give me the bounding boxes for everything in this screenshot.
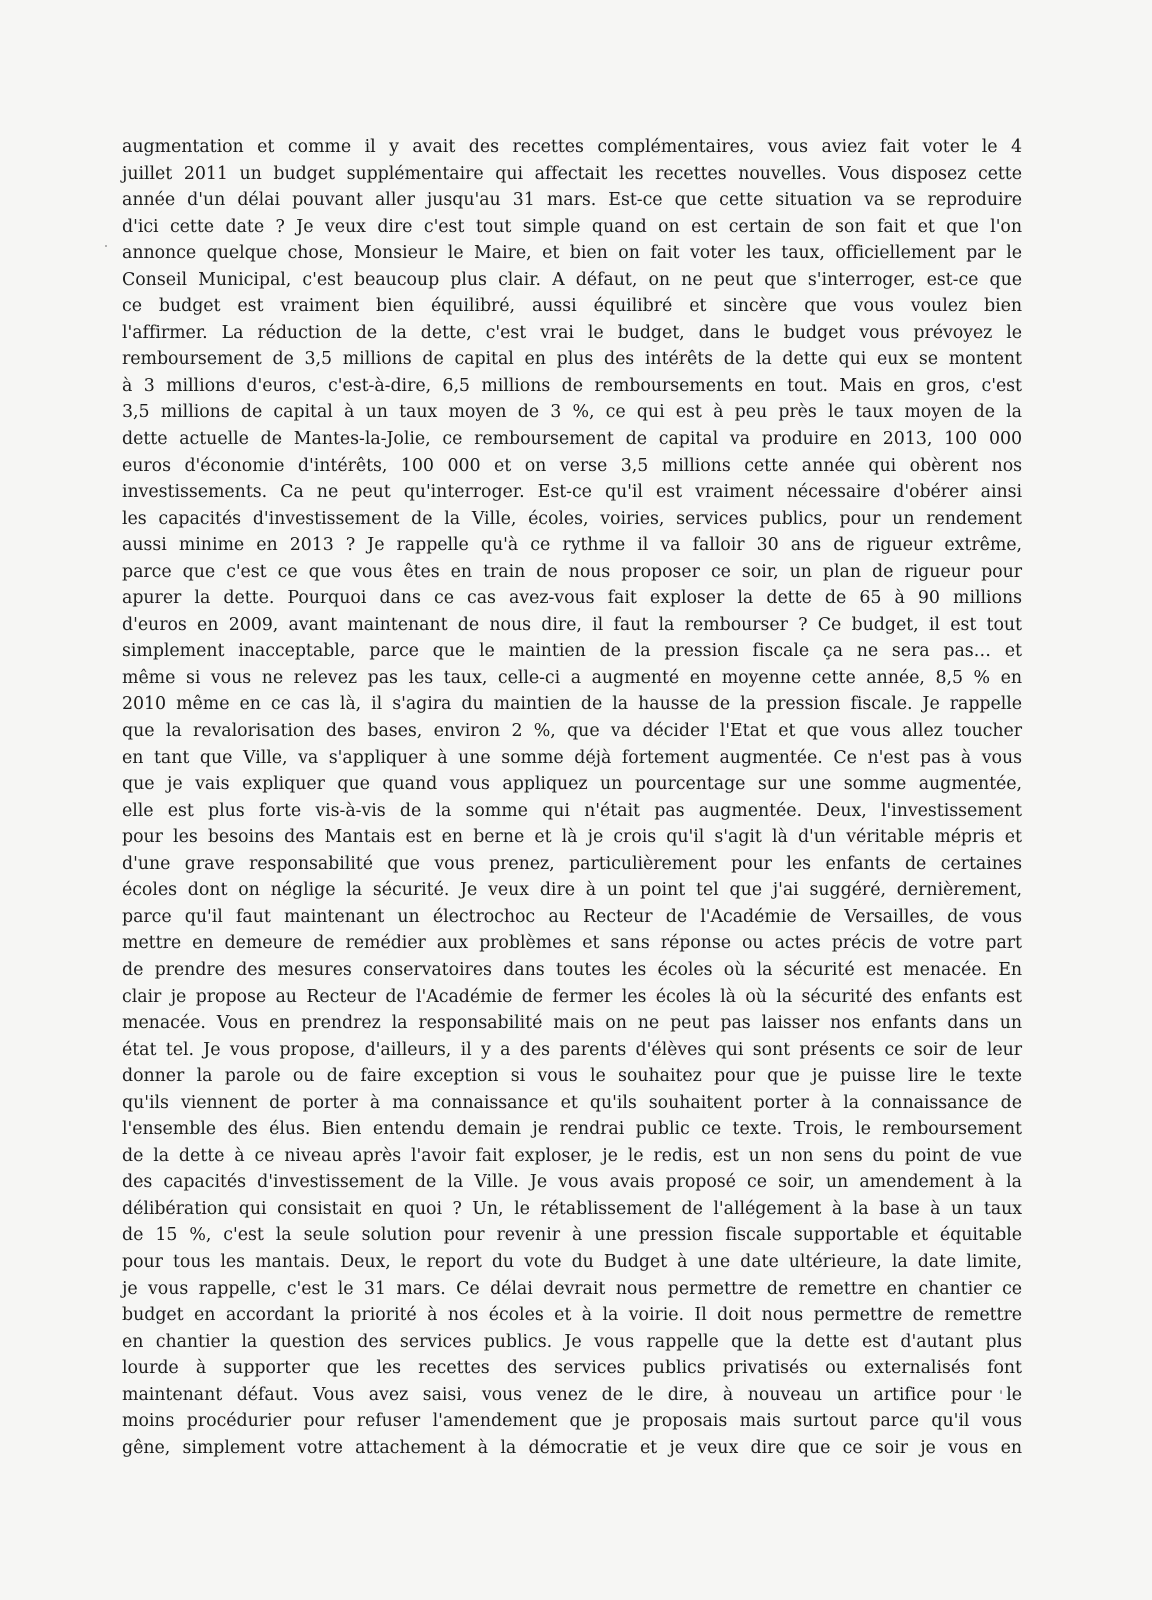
- text-line: qu'ils viennent de porter à ma connaissance et qu'ils souhaitent porter à la connaissance de: [122, 1092, 1022, 1113]
- text-line: augmentation et comme il y avait des recettes complémentaires, vous aviez fait voter le 4: [122, 137, 1022, 157]
- text-line: annonce quelque chose, Monsieur le Maire, et bien on fait voter les taux, officiellement par le: [122, 243, 1022, 264]
- text-line: pour les besoins des Mantais est en berne et là je crois qu'il s'agit là d'un véritable mépris et: [122, 827, 1022, 848]
- text-line: budget en accordant la priorité à nos écoles et à la voirie. Il doit nous permettre de remettre: [122, 1305, 1022, 1326]
- text-line: apurer la dette. Pourquoi dans ce cas avez-vous fait exploser la dette de 65 à 90 millions: [122, 588, 1022, 609]
- text-line: donner la parole ou de faire exception si vous le souhaitez pour que je puisse lire le texte: [122, 1066, 1022, 1087]
- text-line: état tel. Je vous propose, d'ailleurs, il y a des parents d'élèves qui sont présents ce soir de leur: [122, 1039, 1022, 1060]
- text-line: parce que c'est ce que vous êtes en train de nous proposer ce soir, un plan de rigueur pour: [122, 561, 1022, 582]
- text-line: menacée. Vous en prendrez la responsabilité mais on ne peut pas laisser nos enfants dans un: [122, 1013, 1022, 1034]
- text-line: de prendre des mesures conservatoires dans toutes les écoles où la sécurité est menacée. En: [122, 959, 1022, 980]
- text-line: ce budget est vraiment bien équilibré, aussi équilibré et sincère que vous voulez bien: [122, 296, 1022, 317]
- text-line: je vous rappelle, c'est le 31 mars. Ce délai devrait nous permettre de remettre en chantier ce: [122, 1278, 1022, 1299]
- text-line: Conseil Municipal, c'est beaucoup plus clair. A défaut, on ne peut que s'interroger, est-ce que: [122, 269, 1022, 290]
- text-line: année d'un délai pouvant aller jusqu'au 31 mars. Est-ce que cette situation va se reproduire: [122, 190, 1022, 211]
- text-line: délibération qui consistait en quoi ? Un, le rétablissement de l'allégement à la base à un taux: [122, 1198, 1022, 1219]
- body-text: [122, 134, 1022, 1461]
- text-line: des capacités d'investissement de la Ville. Je vous avais proposé ce soir, un amendement à la: [122, 1172, 1022, 1193]
- text-line: 3,5 millions de capital à un taux moyen de 3 %, ce qui est à peu près le taux moyen de la: [122, 402, 1022, 423]
- text-line: elle est plus forte vis-à-vis de la somme qui n'était pas augmentée. Deux, l'investissement: [122, 800, 1022, 821]
- text-line: euros d'économie d'intérêts, 100 000 et on verse 3,5 millions cette année qui obèrent nos: [122, 455, 1022, 476]
- text-line: maintenant défaut. Vous avez saisi, vous venez de le dire, à nouveau un artifice pour le: [122, 1384, 1022, 1405]
- text-line: même si vous ne relevez pas les taux, celle-ci a augmenté en moyenne cette année, 8,5 % en: [122, 667, 1022, 688]
- text-line: parce qu'il faut maintenant un électrochoc au Recteur de l'Académie de Versailles, de vous: [122, 906, 1022, 927]
- text-line: lourde à supporter que les recettes des services publics privatisés ou externalisés font: [122, 1358, 1022, 1379]
- text-line: l'affirmer. La réduction de la dette, c'est vrai le budget, dans le budget vous prévoyez le: [122, 322, 1022, 343]
- text-line: 2010 même en ce cas là, il s'agira du maintien de la hausse de la pression fiscale. Je rappelle: [122, 694, 1022, 715]
- text-line: de 15 %, c'est la seule solution pour revenir à une pression fiscale supportable et équitable: [122, 1225, 1022, 1246]
- text-line: l'ensemble des élus. Bien entendu demain je rendrai public ce texte. Trois, le remboursement: [122, 1119, 1022, 1140]
- text-line: en tant que Ville, va s'appliquer à une somme déjà fortement augmentée. Ce n'est pas à vous: [122, 747, 1022, 768]
- text-line: aussi minime en 2013 ? Je rappelle qu'à ce rythme il va falloir 30 ans de rigueur extrême,: [122, 535, 1022, 556]
- scan-speck: [105, 245, 107, 247]
- text-line: gêne, simplement votre attachement à la démocratie et je veux dire que ce soir je vous en: [122, 1437, 1022, 1458]
- text-line: juillet 2011 un budget supplémentaire qui affectait les recettes nouvelles. Vous disposez cette: [122, 163, 1022, 184]
- text-line: moins procédurier pour refuser l'amendement que je proposais mais surtout parce qu'il vous: [122, 1411, 1022, 1432]
- text-line: écoles dont on néglige la sécurité. Je veux dire à un point tel que j'ai suggéré, dernièrement,: [122, 880, 1022, 901]
- text-line: simplement inacceptable, parce que le maintien de la pression fiscale ça ne sera pas… et: [122, 641, 1022, 662]
- text-line: que je vais expliquer que quand vous appliquez un pourcentage sur une somme augmentée,: [122, 774, 1022, 795]
- text-line: les capacités d'investissement de la Ville, écoles, voiries, services publics, pour un rendement: [122, 508, 1022, 529]
- text-line: que la revalorisation des bases, environ 2 %, que va décider l'Etat et que vous allez toucher: [122, 721, 1022, 742]
- text-line: remboursement de 3,5 millions de capital en plus des intérêts de la dette qui eux se montent: [122, 349, 1022, 370]
- text-line: d'une grave responsabilité que vous prenez, particulièrement pour les enfants de certaines: [122, 853, 1022, 874]
- text-line: investissements. Ca ne peut qu'interroger. Est-ce qu'il est vraiment nécessaire d'obérer ainsi: [122, 482, 1022, 503]
- text-line: dette actuelle de Mantes-la-Jolie, ce remboursement de capital va produire en 2013, 100 000: [122, 429, 1022, 450]
- text-line: clair je propose au Recteur de l'Académie de fermer les écoles là où la sécurité des enfants est: [122, 986, 1022, 1007]
- text-line: pour tous les mantais. Deux, le report du vote du Budget à une date ultérieure, la date limite,: [122, 1251, 1022, 1272]
- text-line: de la dette à ce niveau après l'avoir fait exploser, je le redis, est un non sens du point de vue: [122, 1145, 1022, 1166]
- text-line: d'ici cette date ? Je veux dire c'est tout simple quand on est certain de son fait et que l'on: [122, 216, 1022, 237]
- text-line: mettre en demeure de remédier aux problèmes et sans réponse ou actes précis de votre part: [122, 933, 1022, 954]
- text-line: d'euros en 2009, avant maintenant de nous dire, il faut la rembourser ? Ce budget, il est tout: [122, 614, 1022, 635]
- text-line: à 3 millions d'euros, c'est-à-dire, 6,5 millions de remboursements en tout. Mais en gros, c'est: [122, 375, 1022, 396]
- text-line: en chantier la question des services publics. Je vous rappelle que la dette est d'autant plus: [122, 1331, 1022, 1352]
